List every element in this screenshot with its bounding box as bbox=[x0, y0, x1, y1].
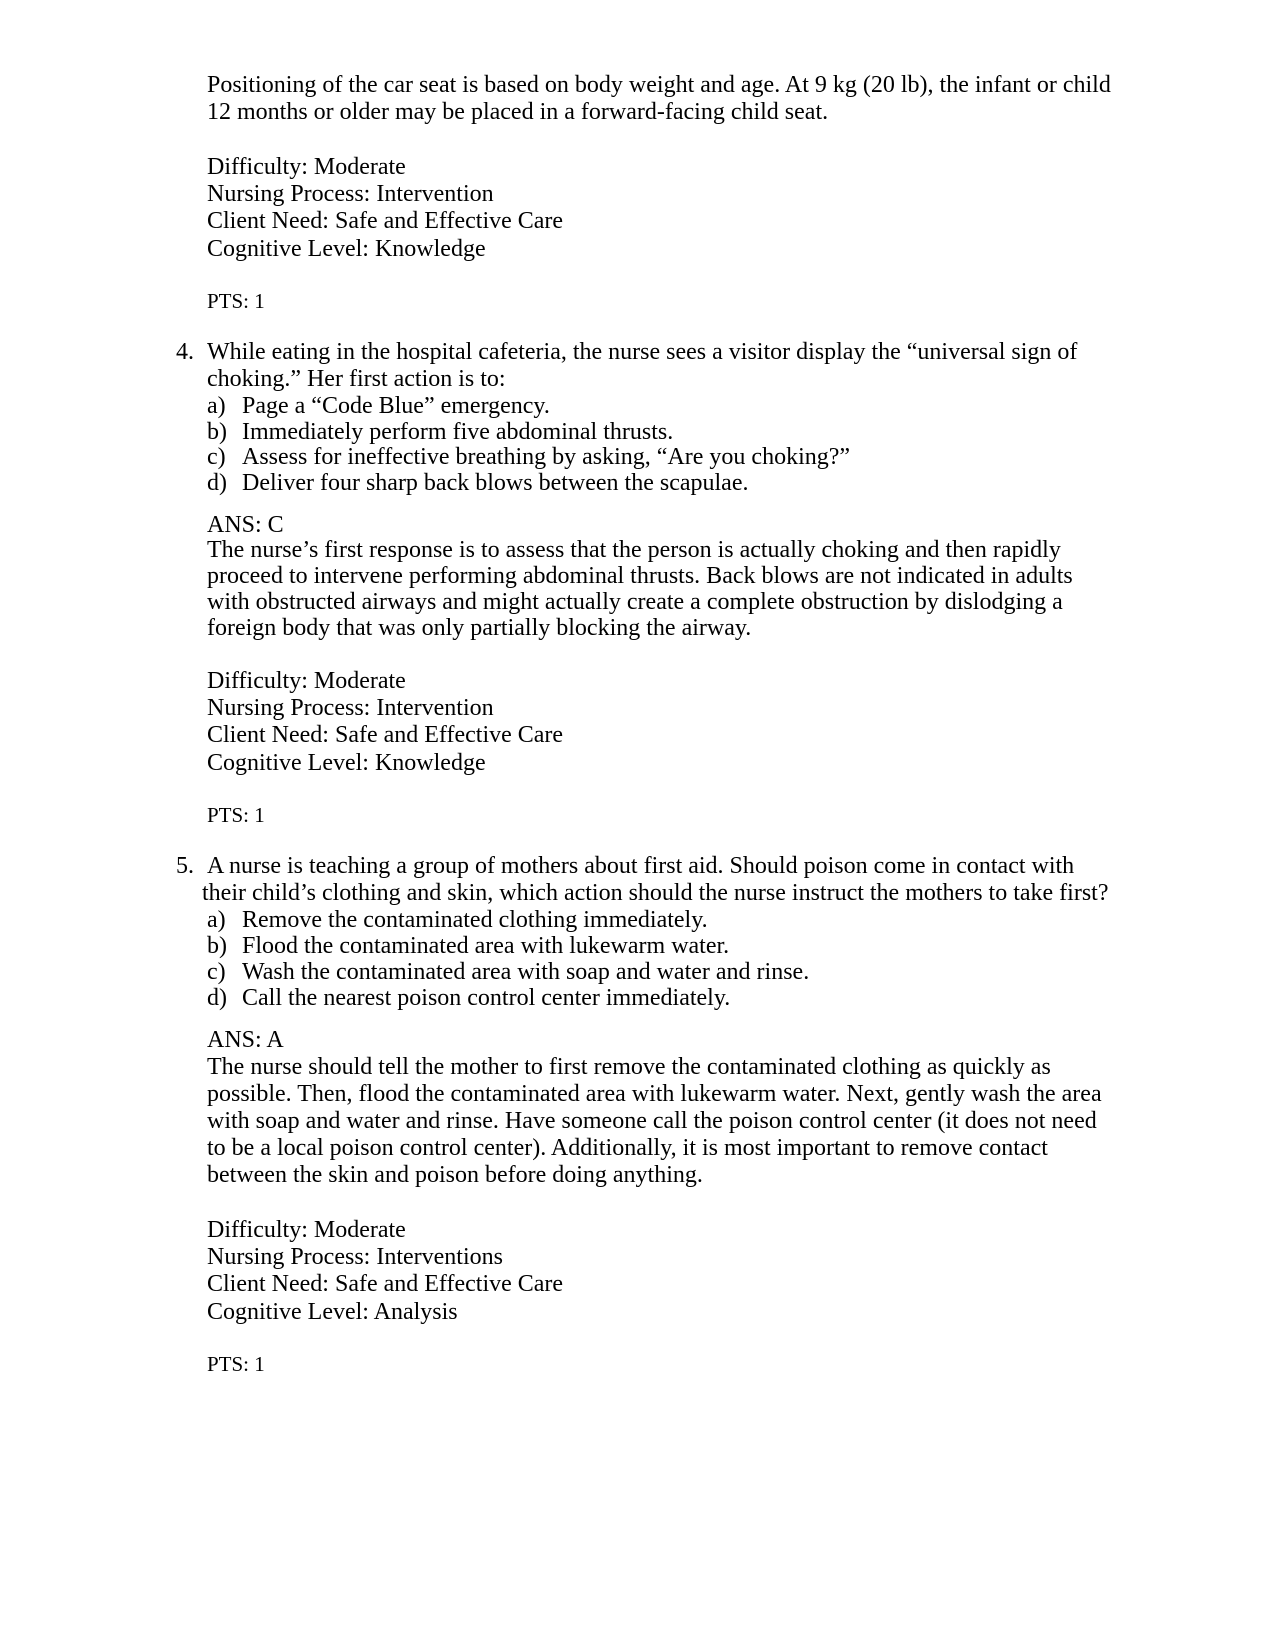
rationale-line: possible. Then, flood the contaminated area with lukewarm water. Next, gently wash the area bbox=[207, 1081, 1102, 1107]
option-letter: a) bbox=[207, 393, 226, 419]
nursing-process-label: Nursing Process: Intervention bbox=[207, 181, 494, 207]
client-need-label: Client Need: Safe and Effective Care bbox=[207, 722, 564, 748]
rationale-line: with soap and water and rinse. Have someone call the poison control center (it does not need bbox=[207, 1108, 1097, 1134]
rationale-line: Positioning of the car seat is based on body weight and age. At 9 kg (20 lb), the infant or child bbox=[207, 72, 1111, 98]
option-text: Immediately perform five abdominal thrusts. bbox=[242, 419, 674, 445]
option-letter: b) bbox=[207, 933, 227, 959]
points-label: PTS: 1 bbox=[207, 803, 265, 827]
points-label: PTS: 1 bbox=[207, 289, 265, 313]
option-letter: c) bbox=[207, 959, 226, 985]
question-number: 5. bbox=[176, 853, 194, 879]
cognitive-level-label: Cognitive Level: Analysis bbox=[207, 1299, 458, 1325]
option-text: Call the nearest poison control center immediately. bbox=[242, 985, 731, 1011]
option-text: Remove the contaminated clothing immediately. bbox=[242, 907, 708, 933]
rationale-line: The nurse should tell the mother to first remove the contaminated clothing as quickly as bbox=[207, 1054, 1051, 1080]
points-label: PTS: 1 bbox=[207, 1352, 265, 1376]
answer-label: ANS: A bbox=[207, 1027, 284, 1053]
option-letter: d) bbox=[207, 985, 227, 1011]
question-stem-line: their child’s clothing and skin, which action should the nurse instruct the mothers to take first? bbox=[202, 880, 1109, 906]
rationale-line: The nurse’s first response is to assess that the person is actually choking and then rapidly bbox=[207, 537, 1061, 563]
option-letter: b) bbox=[207, 419, 227, 445]
option-letter: d) bbox=[207, 470, 227, 496]
option-text: Page a “Code Blue” emergency. bbox=[242, 393, 550, 419]
question-stem-line: A nurse is teaching a group of mothers about first aid. Should poison come in contact with bbox=[207, 853, 1075, 879]
difficulty-label: Difficulty: Moderate bbox=[207, 1217, 406, 1243]
option-text: Wash the contaminated area with soap and water and rinse. bbox=[242, 959, 810, 985]
rationale-line: 12 months or older may be placed in a forward-facing child seat. bbox=[207, 99, 829, 125]
rationale-line: to be a local poison control center). Additionally, it is most important to remove contact bbox=[207, 1135, 1048, 1161]
option-text: Flood the contaminated area with lukewarm water. bbox=[242, 933, 730, 959]
difficulty-label: Difficulty: Moderate bbox=[207, 154, 406, 180]
rationale-line: foreign body that was only partially blocking the airway. bbox=[207, 615, 752, 641]
client-need-label: Client Need: Safe and Effective Care bbox=[207, 1271, 564, 1297]
option-text: Deliver four sharp back blows between the scapulae. bbox=[242, 470, 749, 496]
question-number: 4. bbox=[176, 339, 194, 365]
difficulty-label: Difficulty: Moderate bbox=[207, 668, 406, 694]
cognitive-level-label: Cognitive Level: Knowledge bbox=[207, 750, 486, 776]
question-stem-line: choking.” Her first action is to: bbox=[207, 366, 506, 392]
nursing-process-label: Nursing Process: Intervention bbox=[207, 695, 494, 721]
option-text: Assess for ineffective breathing by asking, “Are you choking?” bbox=[242, 444, 851, 470]
cognitive-level-label: Cognitive Level: Knowledge bbox=[207, 236, 486, 262]
client-need-label: Client Need: Safe and Effective Care bbox=[207, 208, 564, 234]
option-letter: c) bbox=[207, 444, 226, 470]
answer-label: ANS: C bbox=[207, 512, 284, 538]
nursing-process-label: Nursing Process: Interventions bbox=[207, 1244, 503, 1270]
question-stem-line: While eating in the hospital cafeteria, the nurse sees a visitor display the “universal sign of bbox=[207, 339, 1078, 365]
rationale-line: with obstructed airways and might actually create a complete obstruction by dislodging a bbox=[207, 589, 1063, 615]
rationale-line: proceed to intervene performing abdominal thrusts. Back blows are not indicated in adults bbox=[207, 563, 1073, 589]
rationale-line: between the skin and poison before doing anything. bbox=[207, 1162, 703, 1188]
option-letter: a) bbox=[207, 907, 226, 933]
